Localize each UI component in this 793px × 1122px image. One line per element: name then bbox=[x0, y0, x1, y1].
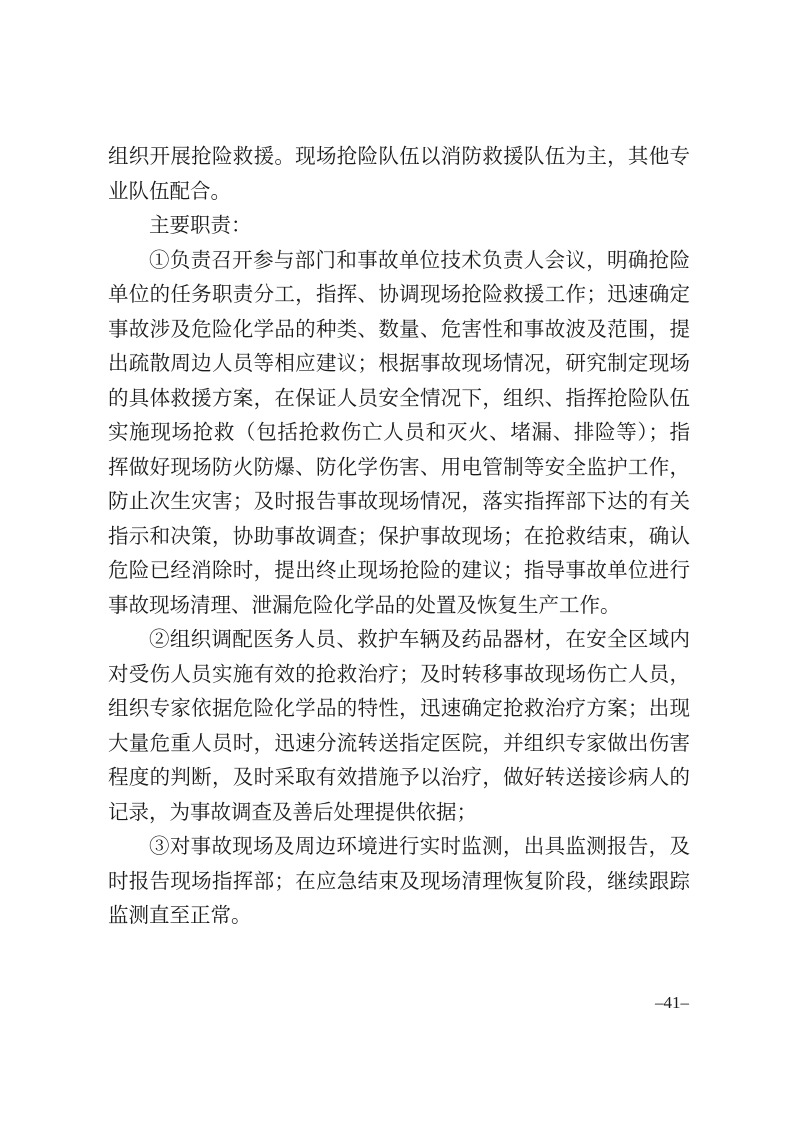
paragraph: ③对事故现场及周边环境进行实时监测，出具监测报告，及时报告现场指挥部；在应急结束及现场清理恢复阶段，继续跟踪监测直至正常。 bbox=[108, 834, 690, 927]
paragraph-heading: 主要职责： bbox=[149, 213, 252, 237]
paragraph: ②组织调配医务人员、救护车辆及药品器材，在安全区域内对受伤人员实施有效的抢救治疗；及时转移事故现场伤亡人员，组织专家依据危险化学品的特性，迅速确定抢救治疗方案；出现大量危重人员时，迅速分流转送指定医院，并组织专家做出伤害程度的判断，及时采取有效措施予以治疗，做好转送接诊病人的记录，为事故调查及善后处理提供依据； bbox=[108, 627, 690, 824]
paragraph: ①负责召开参与部门和事故单位技术负责人会议，明确抢险单位的任务职责分工，指挥、协调现场抢险救援工作；迅速确定事故涉及危险化学品的种类、数量、危害性和事故波及范围，提出疏散周边人员等相应建议；根据事故现场情况，研究制定现场的具体救援方案，在保证人员安全情况下，组织、指挥抢险队伍实施现场抢救（包括抢救伤亡人员和灭火、堵漏、排险等）；指挥做好现场防火防爆、防化学伤害、用电管制等安全监护工作，防止次生灾害；及时报告事故现场情况，落实指挥部下达的有关指示和决策，协助事故调查；保护事故现场；在抢救结束，确认危险已经消除时，提出终止现场抢险的建议；指导事故单位进行事故现场清理、泄漏危险化学品的处置及恢复生产工作。 bbox=[108, 247, 690, 617]
page-number: –41– bbox=[655, 993, 689, 1012]
paragraph: 组织开展抢险救援。现场抢险队伍以消防救援队伍为主，其他专业队伍配合。 bbox=[108, 144, 690, 203]
body-text bbox=[108, 139, 690, 933]
